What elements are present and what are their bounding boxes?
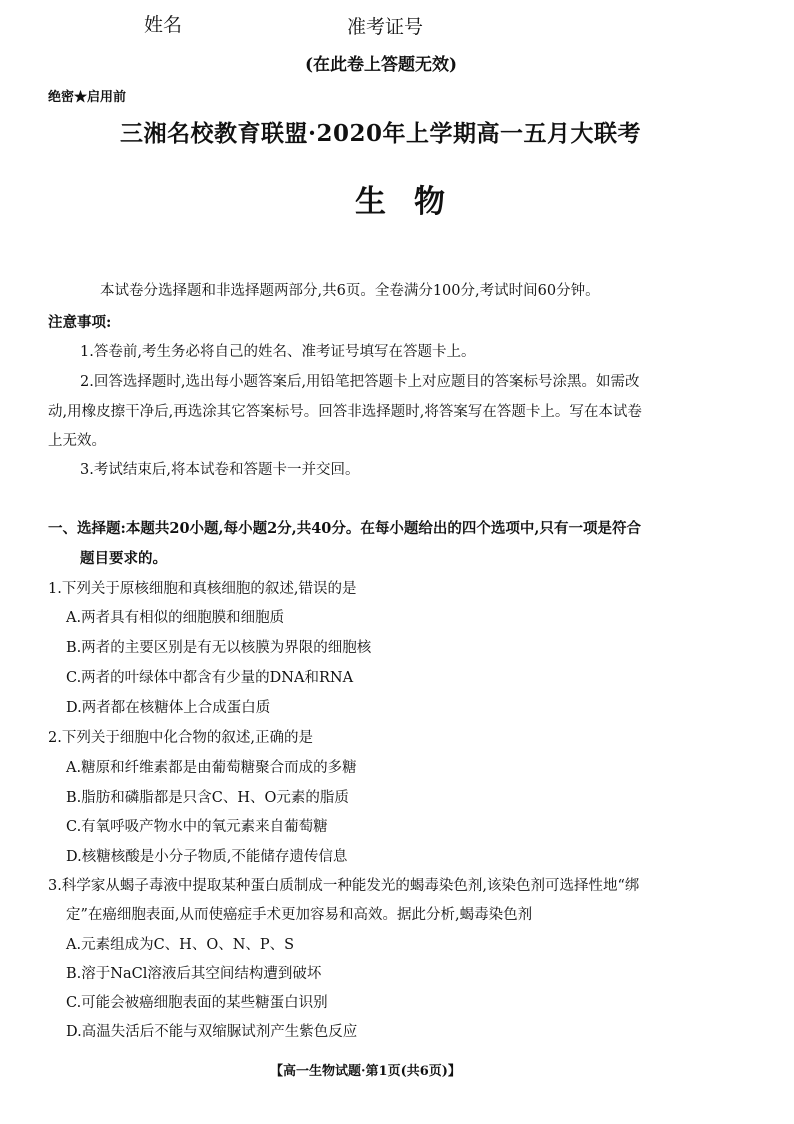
note-2-line-1: 2.回答选择题时,选出每小题答案后,用铅笔把答题卡上对应题目的答案标号涂黑。如需改: [80, 374, 640, 390]
section-heading-line-1: 一、选择题:本题共20小题,每小题2分,共40分。在每小题给出的四个选项中,只有一项是符合: [48, 520, 641, 537]
exam-title: 三湘名校教育联盟·2020年上学期高一五月大联考: [120, 120, 642, 147]
secret-mark: 绝密★启用前: [48, 90, 127, 105]
question-3-option-c: C.可能会被癌细胞表面的某些糖蛋白识别: [66, 995, 328, 1011]
question-2-option-d: D.核糖核酸是小分子物质,不能储存遗传信息: [66, 849, 348, 865]
section-heading-line-2: 题目要求的。: [80, 550, 167, 567]
question-3-option-a: A.元素组成为C、H、O、N、P、S: [66, 937, 295, 953]
question-1-option-d: D.两者都在核糖体上合成蛋白质: [66, 700, 271, 716]
question-3-option-d: D.高温失活后不能与双缩脲试剂产生紫色反应: [66, 1024, 358, 1040]
note-2-line-3: 上无效。: [48, 433, 106, 449]
page-footer: 【高一生物试题·第1页(共6页)】: [270, 1064, 461, 1079]
subject-title: 生物: [355, 184, 473, 220]
notes-heading: 注意事项:: [48, 314, 112, 331]
question-3-option-b: B.溶于NaCl溶液后其空间结构遭到破坏: [66, 966, 322, 982]
question-1-stem: 1.下列关于原核细胞和真核细胞的叙述,错误的是: [48, 581, 357, 597]
name-label: 姓名: [144, 14, 183, 36]
question-2-option-c: C.有氧呼吸产物水中的氧元素来自葡萄糖: [66, 819, 328, 835]
note-2-line-2: 动,用橡皮擦干净后,再选涂其它答案标号。回答非选择题时,将答案写在答题卡上。写在本试卷: [48, 404, 642, 420]
question-3-stem-line-1: 3.科学家从蝎子毒液中提取某种蛋白质制成一种能发光的蝎毒染色剂,该染色剂可选择性地“绑: [48, 878, 640, 894]
note-1: 1.答卷前,考生务必将自己的姓名、准考证号填写在答题卡上。: [80, 344, 476, 360]
note-3: 3.考试结束后,将本试卷和答题卡一并交回。: [80, 462, 360, 478]
question-1-option-a: A.两者具有相似的细胞膜和细胞质: [66, 610, 285, 626]
question-1-option-c: C.两者的叶绿体中都含有少量的DNA和RNA: [66, 670, 354, 686]
exam-number-label: 准考证号: [347, 16, 424, 38]
question-2-option-a: A.糖原和纤维素都是由葡萄糖聚合而成的多糖: [66, 760, 357, 776]
exam-summary: 本试卷分选择题和非选择题两部分,共6页。全卷满分100分,考试时间60分钟。: [100, 283, 600, 299]
invalid-note: (在此卷上答题无效): [305, 55, 458, 75]
question-2-stem: 2.下列关于细胞中化合物的叙述,正确的是: [48, 730, 313, 746]
question-1-option-b: B.两者的主要区别是有无以核膜为界限的细胞核: [66, 640, 372, 656]
question-3-stem-line-2: 定”在癌细胞表面,从而使癌症手术更加容易和高效。据此分析,蝎毒染色剂: [66, 907, 533, 923]
question-2-option-b: B.脂肪和磷脂都是只含C、H、O元素的脂质: [66, 790, 349, 806]
